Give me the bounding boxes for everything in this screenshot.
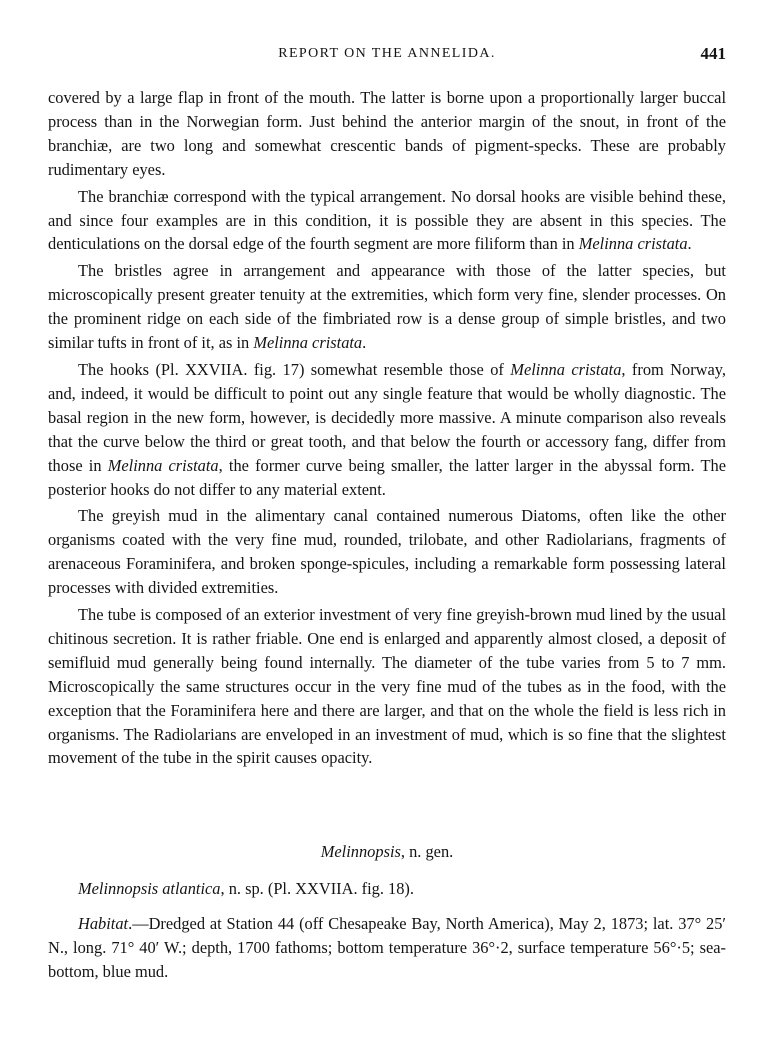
habitat-label: Habitat	[78, 914, 129, 933]
text-run: The greyish mud in the alimentary canal contained numerous Diatoms, often like the other organisms coated with the very fine mud, rounded, trilobate, and other Radiolarians, fragments of arenaceous Foraminifera, and broken sponge-spicules, including a remarkable form possessing lateral processes with divided extremities.	[48, 506, 726, 598]
text-run: The branchiæ correspond with the typical arrangement. No dorsal hooks are visible behind these, and since four examples are in this condition, it is possible they are absent in this species. The denticulations on the dorsal edge of the fourth segment are more filiform than in	[48, 186, 726, 254]
running-header	[48, 44, 726, 70]
species-name: Melinna cristata	[510, 359, 622, 379]
genus-name: Melinnopsis	[320, 842, 401, 861]
page-number: 441	[700, 44, 726, 63]
paragraph	[48, 259, 726, 355]
text-run: covered by a large flap in front of the mouth. The latter is borne upon a proportionally larger buccal process than in the Norwegian form. Just behind the anterior margin of the snout, in front of the branchiæ, are two long and somewhat crescentic bands of pigment-specks. These are probably rudimentary eyes.	[48, 88, 726, 179]
species-heading	[78, 879, 414, 899]
genus-heading	[48, 842, 726, 862]
text-run: The hooks (Pl. XXVIIA. fig. 17) somewhat resemble those of	[78, 359, 511, 379]
paragraph	[48, 86, 726, 182]
habitat-text: .—Dredged at Station 44 (off Chesapeake Bay, North America), May 2, 1873; lat. 37° 25′ N., long. 71° 40′ W.; depth, 1700 fathoms; bottom temperature 36°·2, surface temperature 56°·5; sea-bottom, blue mud.	[48, 914, 726, 981]
text-run: The bristles agree in arrangement and appearance with those of the latter species, but microscopically present greater tenuity at the extremities, which form very fine, slender processes. On the prominent ridge on each side of the fimbriated row is a dense group of simple bristles, and two similar tufts in front of it, as in	[48, 261, 726, 353]
paragraph	[48, 358, 726, 501]
species-suffix: , n. sp. (Pl. XXVIIA. fig. 18).	[220, 879, 414, 898]
body-text	[48, 86, 726, 770]
text-run: .	[362, 333, 367, 353]
paragraph	[48, 185, 726, 257]
habitat-paragraph	[48, 912, 726, 984]
text-run: , from Norway, and, indeed, it would be difficult to point out any single feature that would be wholly diagnostic. The basal region in the new form, however, is decidedly more massive. A minute comparison also reveals that the curve below the third or great tooth, and that below the fourth or accessory fang, differ from those in	[48, 359, 727, 475]
genus-suffix: , n. gen.	[400, 842, 454, 861]
text-run: , the former curve being smaller, the latter larger in the abyssal form. The posterior hooks do not differ to any material extent.	[48, 455, 726, 499]
species-name: Melinnopsis atlantica	[78, 879, 221, 898]
paragraph	[48, 603, 726, 770]
species-name: Melinna cristata	[253, 333, 363, 353]
text-run: The tube is composed of an exterior investment of very fine greyish-brown mud lined by the usual chitinous secretion. It is rather friable. One end is enlarged and apparently almost closed, a deposit of semifluid mud generally being found internally. The diameter of the tube varies from 5 to 7 mm. Microscopically the same structures occur in the very fine mud of the tubes as in the food, with the exception that the Foraminifera here and there are larger, and that on the whole the field is less rich in organisms. The Radiolarians are enveloped in an investment of mud, which is so fine that the slightest movement of the tube in the spirit causes opacity.	[48, 605, 726, 768]
paragraph	[48, 504, 726, 600]
running-title: REPORT ON THE ANNELIDA.	[278, 46, 496, 61]
species-name: Melinna cristata	[578, 234, 688, 254]
text-run: .	[687, 234, 692, 254]
species-name: Melinna cristata	[107, 455, 219, 475]
